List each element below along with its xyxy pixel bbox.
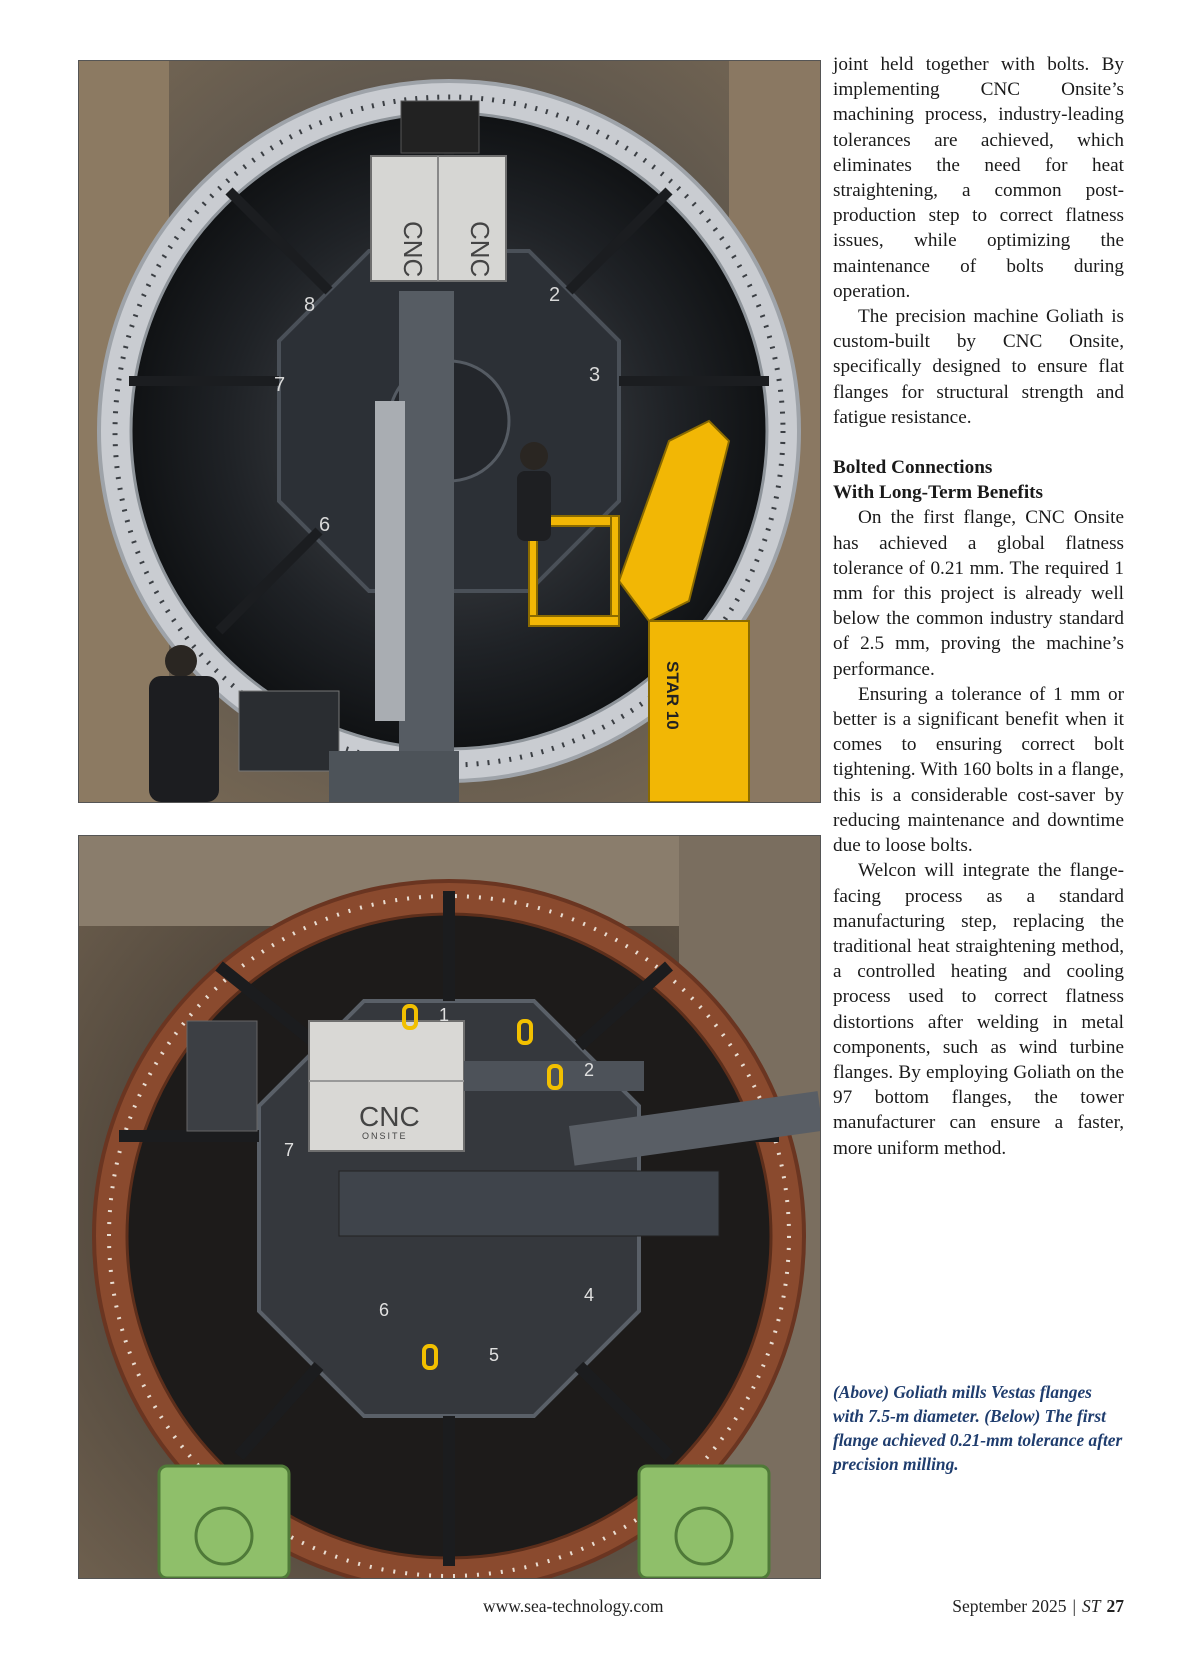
top-seg-number: 8 bbox=[304, 294, 316, 316]
article-column bbox=[833, 52, 1124, 1161]
section-heading bbox=[833, 455, 1124, 505]
bottom-panel-sub: ONSITE bbox=[362, 1131, 408, 1141]
bottom-seg-number: 4 bbox=[584, 1285, 595, 1305]
bottom-panel-brand: CNC bbox=[359, 1101, 420, 1132]
article-paragraph: Welcon will integrate the flange-facing process as a standard manufacturing step, replacing the traditional heat straightening method, a controlled heating and cooling process used to correct flatness distortions after welding in metal components, such as wind turbine flanges. By employing Goliath on the 97 bottom flanges, the tower manufacturer can ensure a faster, more uniform method. bbox=[833, 860, 1124, 1159]
footer-separator: | bbox=[1072, 1596, 1077, 1616]
photo-top-illustration bbox=[79, 61, 820, 802]
top-seg-number: 2 bbox=[549, 284, 561, 306]
section-heading-line-2: With Long-Term Benefits bbox=[833, 482, 1044, 504]
photo-caption: (Above) Goliath mills Vestas flanges with 7.5-m diameter. (Below) The first flange achieved 0.21-mm tolerance after precision milling. bbox=[833, 1382, 1123, 1474]
top-panel-brand-right: CNC bbox=[465, 221, 495, 278]
photo-goliath-vestas-flange bbox=[78, 60, 821, 803]
photo-first-flange-milling bbox=[78, 835, 821, 1579]
footer-date: September 2025 bbox=[952, 1596, 1067, 1616]
footer-issue bbox=[952, 1596, 1124, 1617]
footer-magazine: ST bbox=[1082, 1596, 1101, 1616]
top-panel-brand-left: CNC bbox=[398, 221, 428, 278]
article-paragraph: joint held together with bolts. By implementing CNC Onsite’s machining process, industry-leading tolerances are achieved, which eliminates the need for heat straightening, a common post-production step to correct flatness issues, while optimizing the maintenance of bolts during operation. bbox=[833, 54, 1124, 302]
bottom-seg-number: 7 bbox=[284, 1140, 295, 1160]
top-seg-number: 6 bbox=[319, 514, 331, 536]
bottom-seg-number: 2 bbox=[584, 1060, 595, 1080]
top-lift-label: STAR 10 bbox=[663, 661, 682, 730]
section-heading-line-1: Bolted Connections bbox=[833, 457, 993, 479]
bottom-seg-number: 5 bbox=[489, 1345, 500, 1365]
bottom-seg-number: 6 bbox=[379, 1300, 390, 1320]
page-number: 27 bbox=[1106, 1596, 1124, 1616]
photo-bottom-illustration bbox=[79, 836, 820, 1578]
footer-url[interactable]: www.sea-technology.com bbox=[483, 1596, 664, 1616]
article-paragraph: The precision machine Goliath is custom-built by CNC Onsite, specifically designed to ensure flat flanges for structural strength and fatigue resistance. bbox=[833, 306, 1124, 428]
article-paragraph: Ensuring a tolerance of 1 mm or better is a significant benefit when it comes to ensuring correct bolt tightening. With 160 bolts in a flange, this is a considerable cost-saver by reducing maintenance and downtime due to loose bolts. bbox=[833, 683, 1124, 857]
bottom-seg-number: 1 bbox=[439, 1005, 450, 1025]
top-seg-number: 7 bbox=[274, 374, 286, 396]
article-paragraph: On the first flange, CNC Onsite has achieved a global flatness tolerance of 0.21 mm. The required 1 mm for this project is already well below the common industry standard of 2.5 mm, proving the machine’s performance. bbox=[833, 507, 1124, 680]
top-seg-number: 3 bbox=[589, 364, 601, 386]
